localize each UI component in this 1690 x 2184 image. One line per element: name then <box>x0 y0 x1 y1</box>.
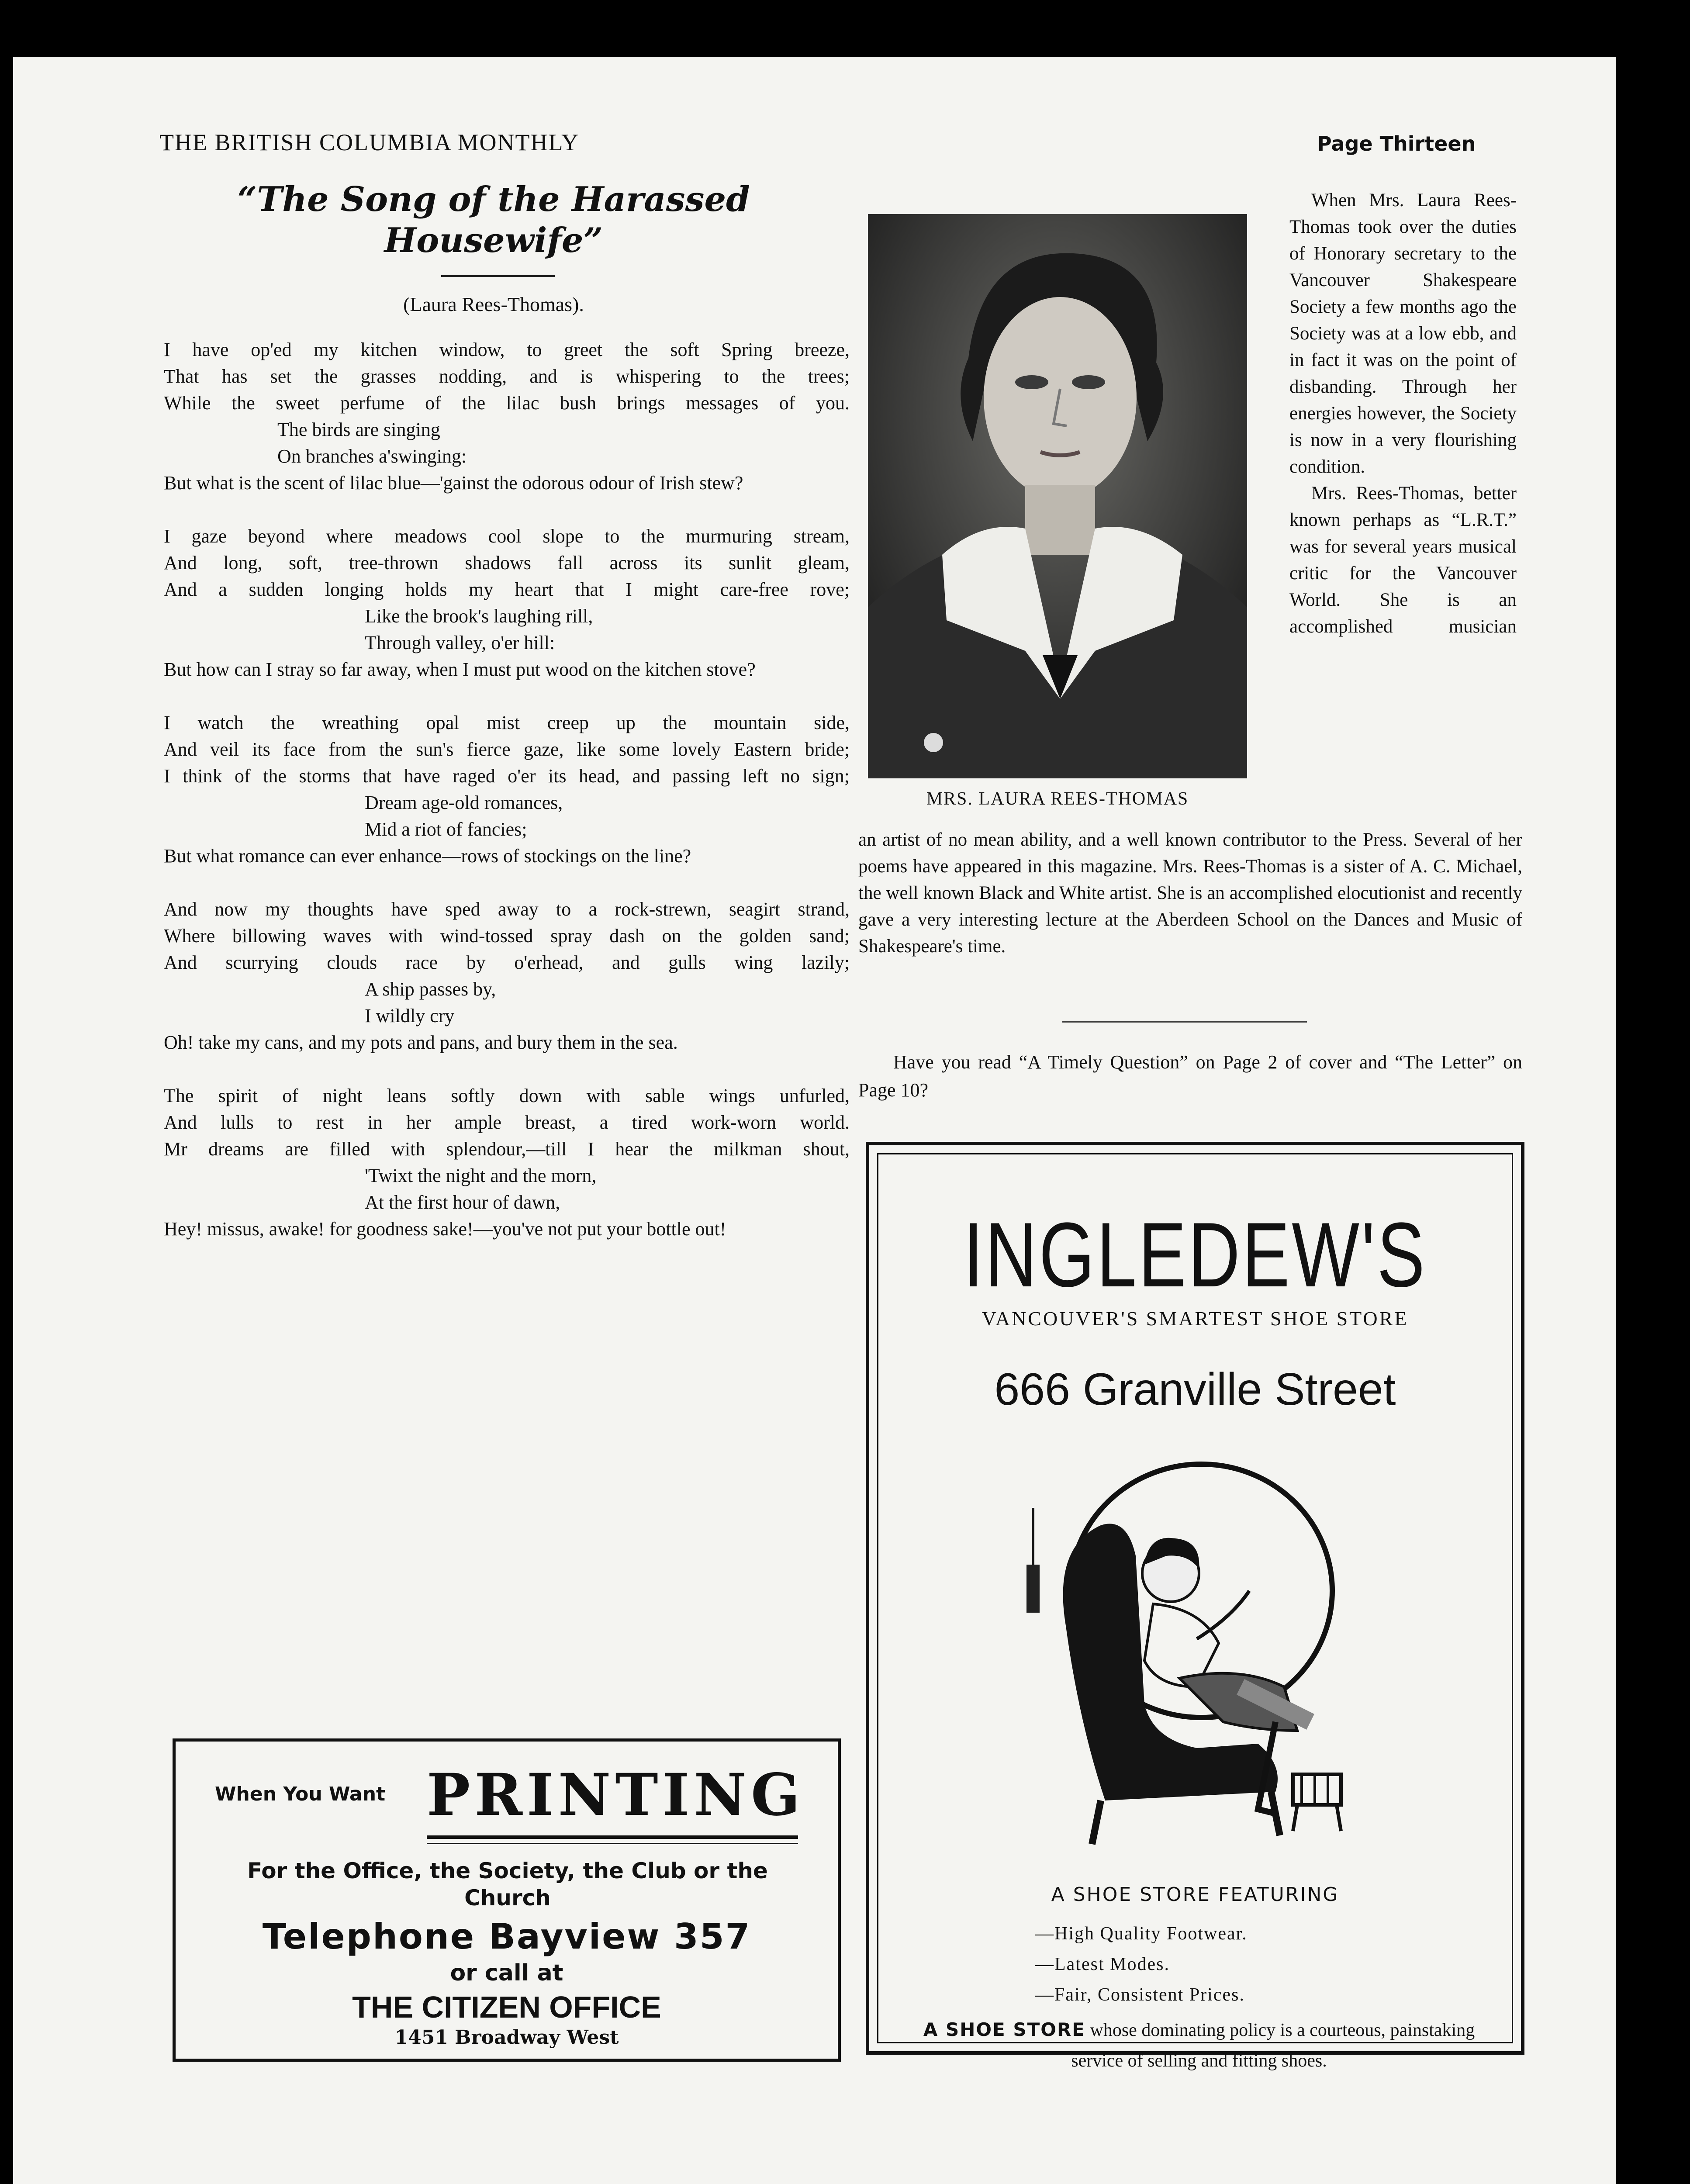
feature-item: —High Quality Footwear. <box>1035 1924 1248 1944</box>
magazine-page <box>13 57 1616 2184</box>
poem-line: Through valley, o'er hill: <box>365 632 555 653</box>
citizen-address: 1451 Broadway West <box>394 2026 619 2049</box>
poem-line: While the sweet perfume of the lilac bush brings messages of you. <box>164 392 850 414</box>
ingledews-advertisement <box>866 1142 1524 2071</box>
store-address: 666 Granville Street <box>994 1364 1396 1415</box>
stanza-break <box>164 869 850 896</box>
portrait-photo <box>868 214 1247 778</box>
headline-rule-thin <box>427 1843 798 1844</box>
poem-line: And long, soft, tree-thrown shadows fall across its sunlit gleam, <box>164 552 850 574</box>
bio-column <box>1289 187 1517 640</box>
when-you-want: When You Want <box>215 1783 386 1805</box>
store-policy <box>895 2015 1503 2076</box>
poem-line: But what is the scent of lilac blue—'gainst the odorous odour of Irish stew? <box>164 472 743 494</box>
poem-line: Hey! missus, awake! for goodness sake!—you've not put your bottle out! <box>164 1218 726 1240</box>
citizen-office: THE CITIZEN OFFICE <box>352 1990 661 2024</box>
feature-item: —Latest Modes. <box>1035 1954 1170 1974</box>
poem-line: The birds are singing <box>277 419 440 440</box>
or-call-at: or call at <box>450 1960 563 1986</box>
stanza-break <box>164 683 850 709</box>
poem-title <box>170 179 817 261</box>
poem-line: Mr dreams are filled with splendour,—till I hear the milkman shout, <box>164 1138 850 1160</box>
section-divider <box>1062 1021 1307 1023</box>
printing-audience: For the Office, the Society, the Club or the Church <box>247 1858 768 1911</box>
read-also-note: Have you read “A Timely Question” on Page 2 of cover and “The Letter” on Page 10? <box>858 1051 1522 1101</box>
poem-line: I wildly cry <box>365 1005 455 1026</box>
printing-advertisement <box>173 1738 841 2062</box>
poem-line: I gaze beyond where meadows cool slope to the murmuring stream, <box>164 525 850 547</box>
poem-body <box>164 336 850 1242</box>
poem-line: Dream age-old romances, <box>365 792 563 813</box>
poem-line: That has set the grasses nodding, and is whispering to the trees; <box>164 366 850 387</box>
poem-line: I have op'ed my kitchen window, to greet the soft Spring breeze, <box>164 339 850 360</box>
bio-paragraph-2-end: an artist of no mean ability, and a well known contributor to the Press. Several of her poems have appeared in this magazine. Mrs. Rees-Thomas is a sister of A. C. Michael, the well known Black and White artist. She is an accomplished elocutionist and recently gave a very interesting lecture at the Aberdeen School on the Dances and Music of Shakespeare's time. <box>858 829 1522 957</box>
poem-title-line-1: “The Song of the Harassed <box>237 180 750 219</box>
telephone-number: Telephone Bayview 357 <box>262 1916 751 1957</box>
store-name: INGLEDEW'S <box>963 1203 1427 1306</box>
poem-line: And a sudden longing holds my heart that I might care-free rove; <box>164 579 850 600</box>
poem-line: And lulls to rest in her ample breast, a tired work-worn world. <box>164 1112 850 1133</box>
printing-headline: PRINTING <box>427 1761 805 1829</box>
feature-list <box>1035 1918 1248 2010</box>
poem-line: The spirit of night leans softly down with sable wings unfurled, <box>164 1085 850 1106</box>
bio-paragraph-2-start: Mrs. Rees-Thomas, better known perhaps as “L.R.T.” was for several years musical critic for the Vancouver World. She is an accomplished musician <box>1289 483 1517 637</box>
poem-author: (Laura Rees-Thomas). <box>403 293 584 315</box>
headline-rule-thick <box>427 1835 798 1839</box>
stanza-break <box>164 1056 850 1082</box>
store-tagline: VANCOUVER'S SMARTEST SHOE STORE <box>982 1307 1409 1330</box>
poem-line: Like the brook's laughing rill, <box>365 605 593 627</box>
poem-line: A ship passes by, <box>365 978 496 1000</box>
poem-line: I watch the wreathing opal mist creep up the mountain side, <box>164 712 850 733</box>
feature-heading: A SHOE STORE FEATURING <box>1051 1883 1339 1906</box>
poem-line: And veil its face from the sun's fierce gaze, like some lovely Eastern bride; <box>164 739 850 760</box>
policy-lead: A SHOE STORE <box>923 2019 1085 2040</box>
portrait-caption: MRS. LAURA REES-THOMAS <box>926 789 1189 809</box>
poem-line: On branches a'swinging: <box>277 446 467 467</box>
poem-line: Where billowing waves with wind-tossed spray dash on the golden sand; <box>164 925 850 947</box>
bio-paragraph-1: When Mrs. Laura Rees-Thomas took over the duties of Honorary secretary to the Vancouver Shakespeare Society a few months ago the Society was at a low ebb, and in fact it was on the point of disbanding. Through her energies however, the Society is now in a very flourishing condition. <box>1289 190 1517 477</box>
page-number: Page Thirteen <box>1317 132 1476 156</box>
magazine-title: THE BRITISH COLUMBIA MONTHLY <box>159 129 580 156</box>
poem-line: At the first hour of dawn, <box>365 1192 560 1213</box>
poem-line: 'Twixt the night and the morn, <box>365 1165 597 1186</box>
policy-text: whose dominating policy is a courteous, painstaking service of selling and fitting shoes. <box>1071 2020 1475 2071</box>
poem-line: But what romance can ever enhance—rows of stockings on the line? <box>164 845 691 867</box>
title-divider <box>441 275 555 277</box>
poem-title-line-2: Housewife” <box>384 221 603 260</box>
poem-line: I think of the storms that have raged o'er its head, and passing left no sign; <box>164 765 850 787</box>
woman-in-armchair-illustration <box>1013 1460 1372 1853</box>
stanza-break <box>164 496 850 523</box>
feature-item: —Fair, Consistent Prices. <box>1035 1985 1245 2005</box>
poem-line: But how can I stray so far away, when I must put wood on the kitchen stove? <box>164 659 756 680</box>
poem-line: And scurrying clouds race by o'erhead, and gulls wing lazily; <box>164 952 850 973</box>
poem-line: Mid a riot of fancies; <box>365 819 527 840</box>
poem-line: And now my thoughts have sped away to a rock-strewn, seagirt strand, <box>164 898 850 920</box>
poem-line: Oh! take my cans, and my pots and pans, and bury them in the sea. <box>164 1032 678 1053</box>
